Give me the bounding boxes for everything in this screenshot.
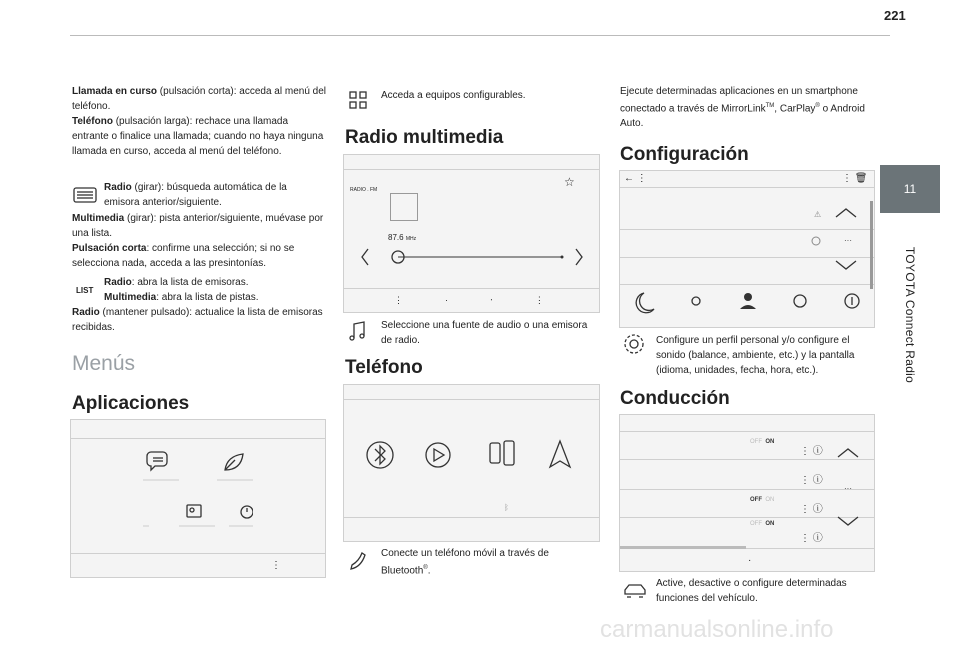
config-scroll-controls[interactable] bbox=[806, 205, 866, 275]
scroll-down-icon bbox=[836, 261, 856, 269]
svg-text:⚠: ⚠ bbox=[814, 210, 822, 219]
android-auto-icon bbox=[550, 441, 570, 467]
music-note-icon bbox=[346, 318, 370, 342]
phone-icons bbox=[364, 437, 584, 473]
svg-text:···: ··· bbox=[844, 484, 852, 493]
driving-scroll-up-icon bbox=[838, 449, 858, 457]
settings-gear-icon bbox=[622, 332, 646, 356]
apps-screen bbox=[70, 419, 326, 578]
scrollbar[interactable] bbox=[870, 201, 873, 289]
config-caption: Configure un perfil personal y/o configure el sonido (balance, ambiente, etc.) y la pantalla (idioma, unidades, fecha, hora, etc.). bbox=[656, 335, 855, 376]
apps-caption: Acceda a equipos configurables. bbox=[381, 90, 526, 101]
radio-caption: Seleccione una fuente de audio o una emisora de radio. bbox=[381, 320, 588, 346]
config-icons bbox=[634, 289, 864, 319]
toggle-row-4[interactable]: OFF ON bbox=[750, 521, 775, 527]
menus-heading: Menús bbox=[72, 352, 136, 375]
mirror-text: Ejecute determinadas aplicaciones en un smartphone conectado a través de MirrorLink™, CarPlay® o Android Auto. bbox=[620, 86, 865, 130]
chapter-tab[interactable]: 11 bbox=[880, 165, 940, 213]
phone-handset-icon bbox=[346, 550, 370, 574]
driving-info-column[interactable]: ⋮ ⓘ ⋮ ⓘ ⋮ ⓘ ⋮ ⓘ bbox=[800, 446, 823, 544]
watermark: carmanualsonline.info bbox=[600, 616, 834, 643]
list-text: Radio: abra la lista de emisoras. Multimedia: abra la lista de pistas. bbox=[104, 277, 259, 303]
connected-apps-icon bbox=[147, 452, 167, 470]
config-screen bbox=[619, 170, 875, 328]
phone-caption: Conecte un teléfono móvil a través de Bluetooth®. bbox=[381, 548, 549, 577]
radio-screen bbox=[343, 154, 600, 313]
app-icons bbox=[143, 448, 253, 548]
page-number: 221 bbox=[884, 8, 906, 23]
car-icon bbox=[622, 580, 648, 600]
radio-turn-text: Radio (girar): búsqueda automática de la emisora anterior/siguiente. bbox=[104, 182, 287, 208]
contact-card-icon bbox=[187, 505, 201, 517]
driving-scroll-controls[interactable] bbox=[834, 445, 874, 531]
driving-dot: · bbox=[748, 555, 752, 566]
tuning-slider[interactable] bbox=[358, 245, 588, 269]
svg-text:···: ··· bbox=[844, 236, 852, 245]
chapter-title: TOYOTA Connect Radio bbox=[903, 246, 917, 384]
favorite-star-icon[interactable]: ☆ bbox=[564, 175, 575, 189]
driving-caption: Active, desactive o configure determinadas funciones del vehículo. bbox=[656, 578, 847, 604]
eco-leaf-icon bbox=[225, 454, 243, 470]
audio-settings-icon bbox=[845, 294, 859, 308]
list-label: LIST bbox=[76, 286, 94, 295]
apps-more-button[interactable]: ⋮ bbox=[271, 560, 281, 571]
next-station-icon bbox=[576, 249, 582, 265]
profile-icon bbox=[740, 293, 756, 309]
radio-hold-text: Radio (mantener pulsado): actualice la lista de emisoras recibidas. bbox=[72, 307, 323, 333]
apps-heading: Aplicaciones bbox=[72, 393, 190, 414]
back-arrow-icon[interactable]: ← ⋮ bbox=[624, 173, 647, 184]
prev-station-icon bbox=[362, 249, 368, 265]
toggle-row-1[interactable]: OFF ON bbox=[750, 439, 775, 445]
toggle-row-3[interactable]: OFF ON bbox=[750, 497, 775, 503]
driving-heading: Conducción bbox=[620, 388, 730, 409]
night-mode-icon bbox=[636, 293, 654, 313]
carplay-icon bbox=[426, 443, 450, 467]
phone-heading: Teléfono bbox=[345, 357, 423, 378]
radio-band: RADIO . FM bbox=[350, 187, 378, 193]
radio-toolbar[interactable]: ⋮·‧⋮ bbox=[394, 295, 586, 305]
bluetooth-status-icon: ᛒ bbox=[504, 503, 509, 512]
driving-screen bbox=[619, 414, 875, 572]
driving-progress bbox=[620, 546, 746, 549]
settings-icon bbox=[794, 295, 806, 307]
delete-menu-icon[interactable]: ⋮ 🗑 bbox=[842, 173, 868, 184]
driving-scroll-down-icon bbox=[838, 517, 858, 525]
scroll-up-icon bbox=[836, 209, 856, 217]
apps-grid-icon bbox=[346, 88, 370, 112]
phone-screen bbox=[343, 384, 600, 542]
config-heading: Configuración bbox=[620, 144, 749, 165]
radio-heading: Radio multimedia bbox=[345, 127, 504, 148]
bluetooth-icon bbox=[367, 442, 393, 468]
brightness-icon bbox=[692, 297, 700, 305]
mirrorlink-icon bbox=[490, 441, 514, 465]
radio-list-icon bbox=[72, 186, 98, 204]
call-paragraph: Llamada en curso (pulsación corta): acceda al menú del teléfono. Teléfono (pulsación larga): rechace una llamada entrante o finalice una llamada; cuando no haya ninguna llamada en curso, acceda al menú del teléfono. bbox=[72, 86, 327, 157]
header-rule bbox=[70, 35, 890, 36]
trip-computer-icon bbox=[241, 506, 253, 518]
multimedia-text: Multimedia (girar): pista anterior/siguiente, muévase por una lista. Pulsación corta: confirme una selección; si no se selecciona nada, acceda a las presintonías. bbox=[72, 213, 324, 269]
radio-frequency: 87.6 MHz bbox=[388, 233, 417, 242]
station-logo-placeholder bbox=[390, 193, 418, 221]
